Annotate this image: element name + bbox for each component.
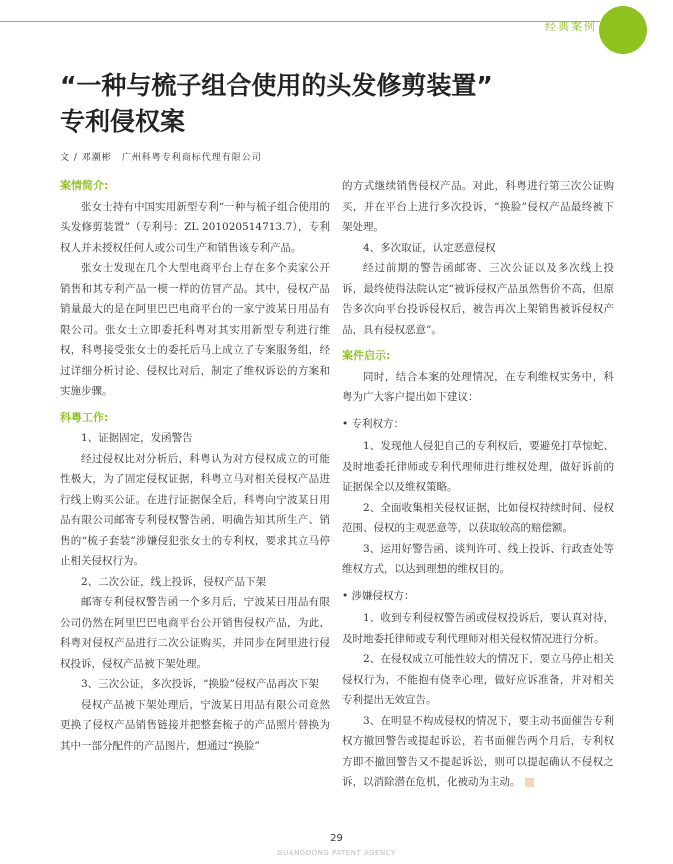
article-title [60, 68, 620, 140]
bullet-patentee: • 专利权方： [342, 417, 405, 430]
paragraph: 3、运用好警告函、谈判许可、线上投诉、行政查处等维权方式，以达到理想的维权目的。 [342, 542, 614, 575]
header-circle-decoration [599, 6, 647, 54]
title-line-1: “一种与梳子组合使用的头发修剪装置” [60, 71, 493, 100]
end-mark-icon [525, 778, 534, 787]
left-column [60, 176, 330, 756]
paragraph [342, 711, 614, 793]
section-label: 经典案例 [545, 20, 597, 33]
footer-publication: GUANGDONG PATENT AGENCY [277, 849, 396, 857]
subheading: 3、三次公证，多次投诉，“换脸”侵权产品再次下架 [81, 678, 319, 690]
heading-case-lessons: 案件启示: [342, 349, 391, 362]
paragraph: 张女士发现在几个大型电商平台上存在多个卖家公开销售和其专利产品一模一样的仿冒产品。其中，侵权产品销量最大的是在阿里巴巴电商平台的一家宁波某日用品有限公司。张女士立即委托科粤对其实用新型专利进行维权，科粤接受张女士的委托后马上成立了专案服务组，经过详细分析讨论、侵权比对后，制定了维权诉讼的方案和实施步骤。 [60, 262, 330, 397]
subheading: 1、证据固定，发函警告 [81, 432, 193, 444]
paragraph: 张女士持有中国实用新型专利“一种与梳子组合使用的头发修剪装置”（专利号：ZL 201020514713.7），专利权人并未授权任何人或公司生产和销售该专利产品。 [60, 200, 330, 254]
paragraph: 2、在侵权成立可能性较大的情况下，要立马停止相关侵权行为，不能抱有侥幸心理，做好应诉准备，并对相关专利提出无效宣告。 [342, 653, 614, 706]
paragraph: 侵权产品被下架处理后，宁波某日用品有限公司竟然更换了侵权产品销售链接并把整套梳子的产品照片替换为其中一部分配件的产品图片，想通过“换脸” [60, 698, 330, 752]
subheading: 4、多次取证，认定恶意侵权 [363, 241, 496, 254]
paragraph: 1、发现他人侵犯自己的专利权后，要避免打草惊蛇、及时地委托律师或专利代理师进行维权处理，做好诉前的证据保全以及维权策略。 [342, 440, 614, 493]
paragraph: 1、收到专利侵权警告函或侵权投诉后，要认真对待，及时地委托律师或专利代理师对相关侵权情况进行分析。 [342, 612, 614, 645]
paragraph: 同时，结合本案的处理情况，在专利维权实务中，科粤为广大客户提出如下建议： [342, 370, 614, 403]
heading-work: 科粤工作: [60, 410, 109, 424]
byline: 文 / 邓潮彬 广州科粤专利商标代理有限公司 [60, 153, 262, 163]
paragraph: 的方式继续销售侵权产品。对此，科粤进行第三次公证购买，并在平台上进行多次投诉，“换脸”侵权产品最终被下架处理。 [342, 180, 614, 233]
paragraph: 2、全面收集相关侵权证据，比如侵权持续时间、侵权范围、侵权的主观恶意等，以获取较高的赔偿额。 [342, 501, 614, 534]
paragraph: 经过前期的警告函邮寄、三次公证以及多次线上投诉，最终使得法院认定“被诉侵权产品虽然售价不高，但原告多次向平台投诉侵权后，被告再次上架销售被诉侵权产品，具有侵权恶意”。 [342, 262, 614, 336]
heading-case-summary: 案情简介: [60, 179, 109, 192]
right-column [342, 176, 614, 793]
paragraph-text: 3、在明显不构成侵权的情况下，要主动书面催告专利权方撤回警告或提起诉讼，若书面催告两个月后，专利权方即不撤回警告又不提起诉讼，则可以提起确认不侵权之诉，以消除潜在危机，化被动为主动。 [342, 714, 614, 788]
subheading: 2、二次公证，线上投诉，侵权产品下架 [81, 575, 267, 588]
bullet-accused: • 涉嫌侵权方： [342, 589, 415, 602]
paragraph: 经过侵权比对分析后，科粤认为对方侵权成立的可能性极大，为了固定侵权证据，科粤立马对相关侵权产品进行线上购买公证。在进行证据保全后，科粤向宁波某日用品有限公司邮寄专利侵权警告函，明确告知其所生产、销售的“梳子套装”涉嫌侵犯张女士的专利权，要求其立马停止相关侵权行为。 [60, 452, 330, 567]
page-number: 29 [330, 833, 343, 844]
header-rule [0, 21, 600, 22]
title-line-2: 专利侵权案 [60, 107, 186, 136]
paragraph: 邮寄专利侵权警告函一个多月后，宁波某日用品有限公司仍然在阿里巴巴电商平台公开销售侵权产品，为此，科粤对侵权产品进行二次公证购买，并同步在阿里进行侵权投诉，侵权产品被下架处理。 [60, 596, 330, 670]
